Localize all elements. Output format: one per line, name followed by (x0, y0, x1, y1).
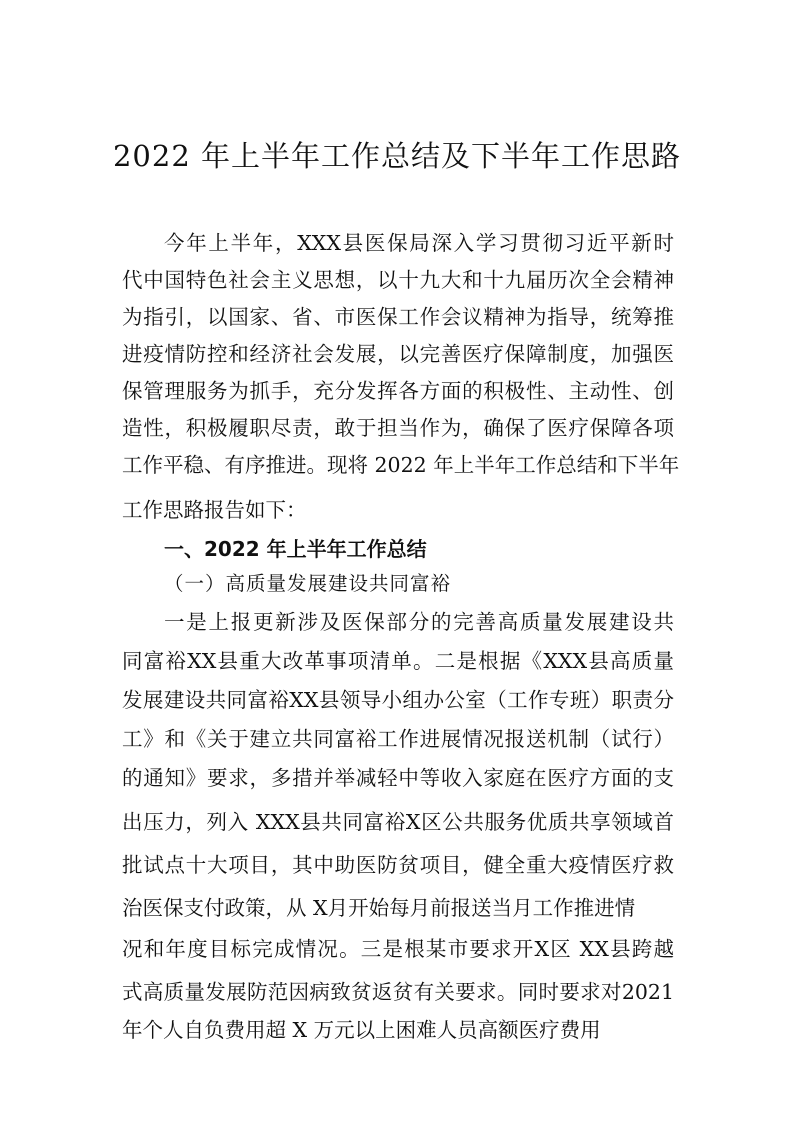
body-line-3: 发展建设共同富裕XX县领导小组办公室（工作专班）职责分 (122, 688, 674, 712)
body-line-10: 式高质量发展防范因病致贫返贫有关要求。同时要求对2021 (122, 980, 674, 1004)
body-line-9: 况和年度目标完成情况。三是根某市要求开X区 XX县跨越 (122, 937, 674, 961)
body-line-7: 批试点十大项目，其中助医防贫项目，健全重大疫情医疗救 (122, 853, 674, 877)
section-heading: 一、2022 年上半年工作总结 (164, 537, 427, 561)
document-title: 2022 年上半年工作总结及下半年工作思路 (112, 139, 682, 173)
intro-line-8: 工作思路报告如下： (122, 498, 307, 522)
subsection-heading: （一）高质量发展建设共同富裕 (164, 572, 452, 595)
intro-line-6: 造性，积极履职尽责，敢于担当作为，确保了医疗保障各项 (122, 416, 674, 440)
body-line-5: 的通知》要求，多措并举减轻中等收入家庭在医疗方面的支 (122, 766, 674, 790)
intro-line-3: 为指引，以国家、省、市医保工作会议精神为指导，统筹推 (122, 305, 674, 329)
body-line-6: 出压力，列入 XXX县共同富裕X区公共服务优质共享领域首 (122, 810, 674, 834)
body-line-1: 一是上报更新涉及医保部分的完善高质量发展建设共 (164, 610, 674, 634)
intro-line-4: 进疫情防控和经济社会发展，以完善医疗保障制度，加强医 (122, 342, 674, 366)
body-line-8: 治医保支付政策，从 X月开始每月前报送当月工作推进情 (122, 896, 636, 920)
body-line-4: 工》和《关于建立共同富裕工作进展情况报送机制（试行） (122, 727, 674, 751)
body-line-2: 同富裕XX县重大改革事项清单。二是根据《XXX县高质量 (122, 649, 674, 673)
body-line-11: 年个人自负费用超 X 万元以上困难人员高额医疗费用 (122, 1018, 601, 1042)
intro-line-5: 保管理服务为抓手，充分发挥各方面的积极性、主动性、创 (122, 379, 674, 403)
intro-line-1: 今年上半年，XXX县医保局深入学习贯彻习近平新时 (164, 231, 674, 255)
intro-line-2: 代中国特色社会主义思想，以十九大和十九届历次全会精神 (122, 268, 674, 292)
intro-line-7: 工作平稳、有序推进。现将 2022 年上半年工作总结和下半年 (122, 453, 680, 477)
